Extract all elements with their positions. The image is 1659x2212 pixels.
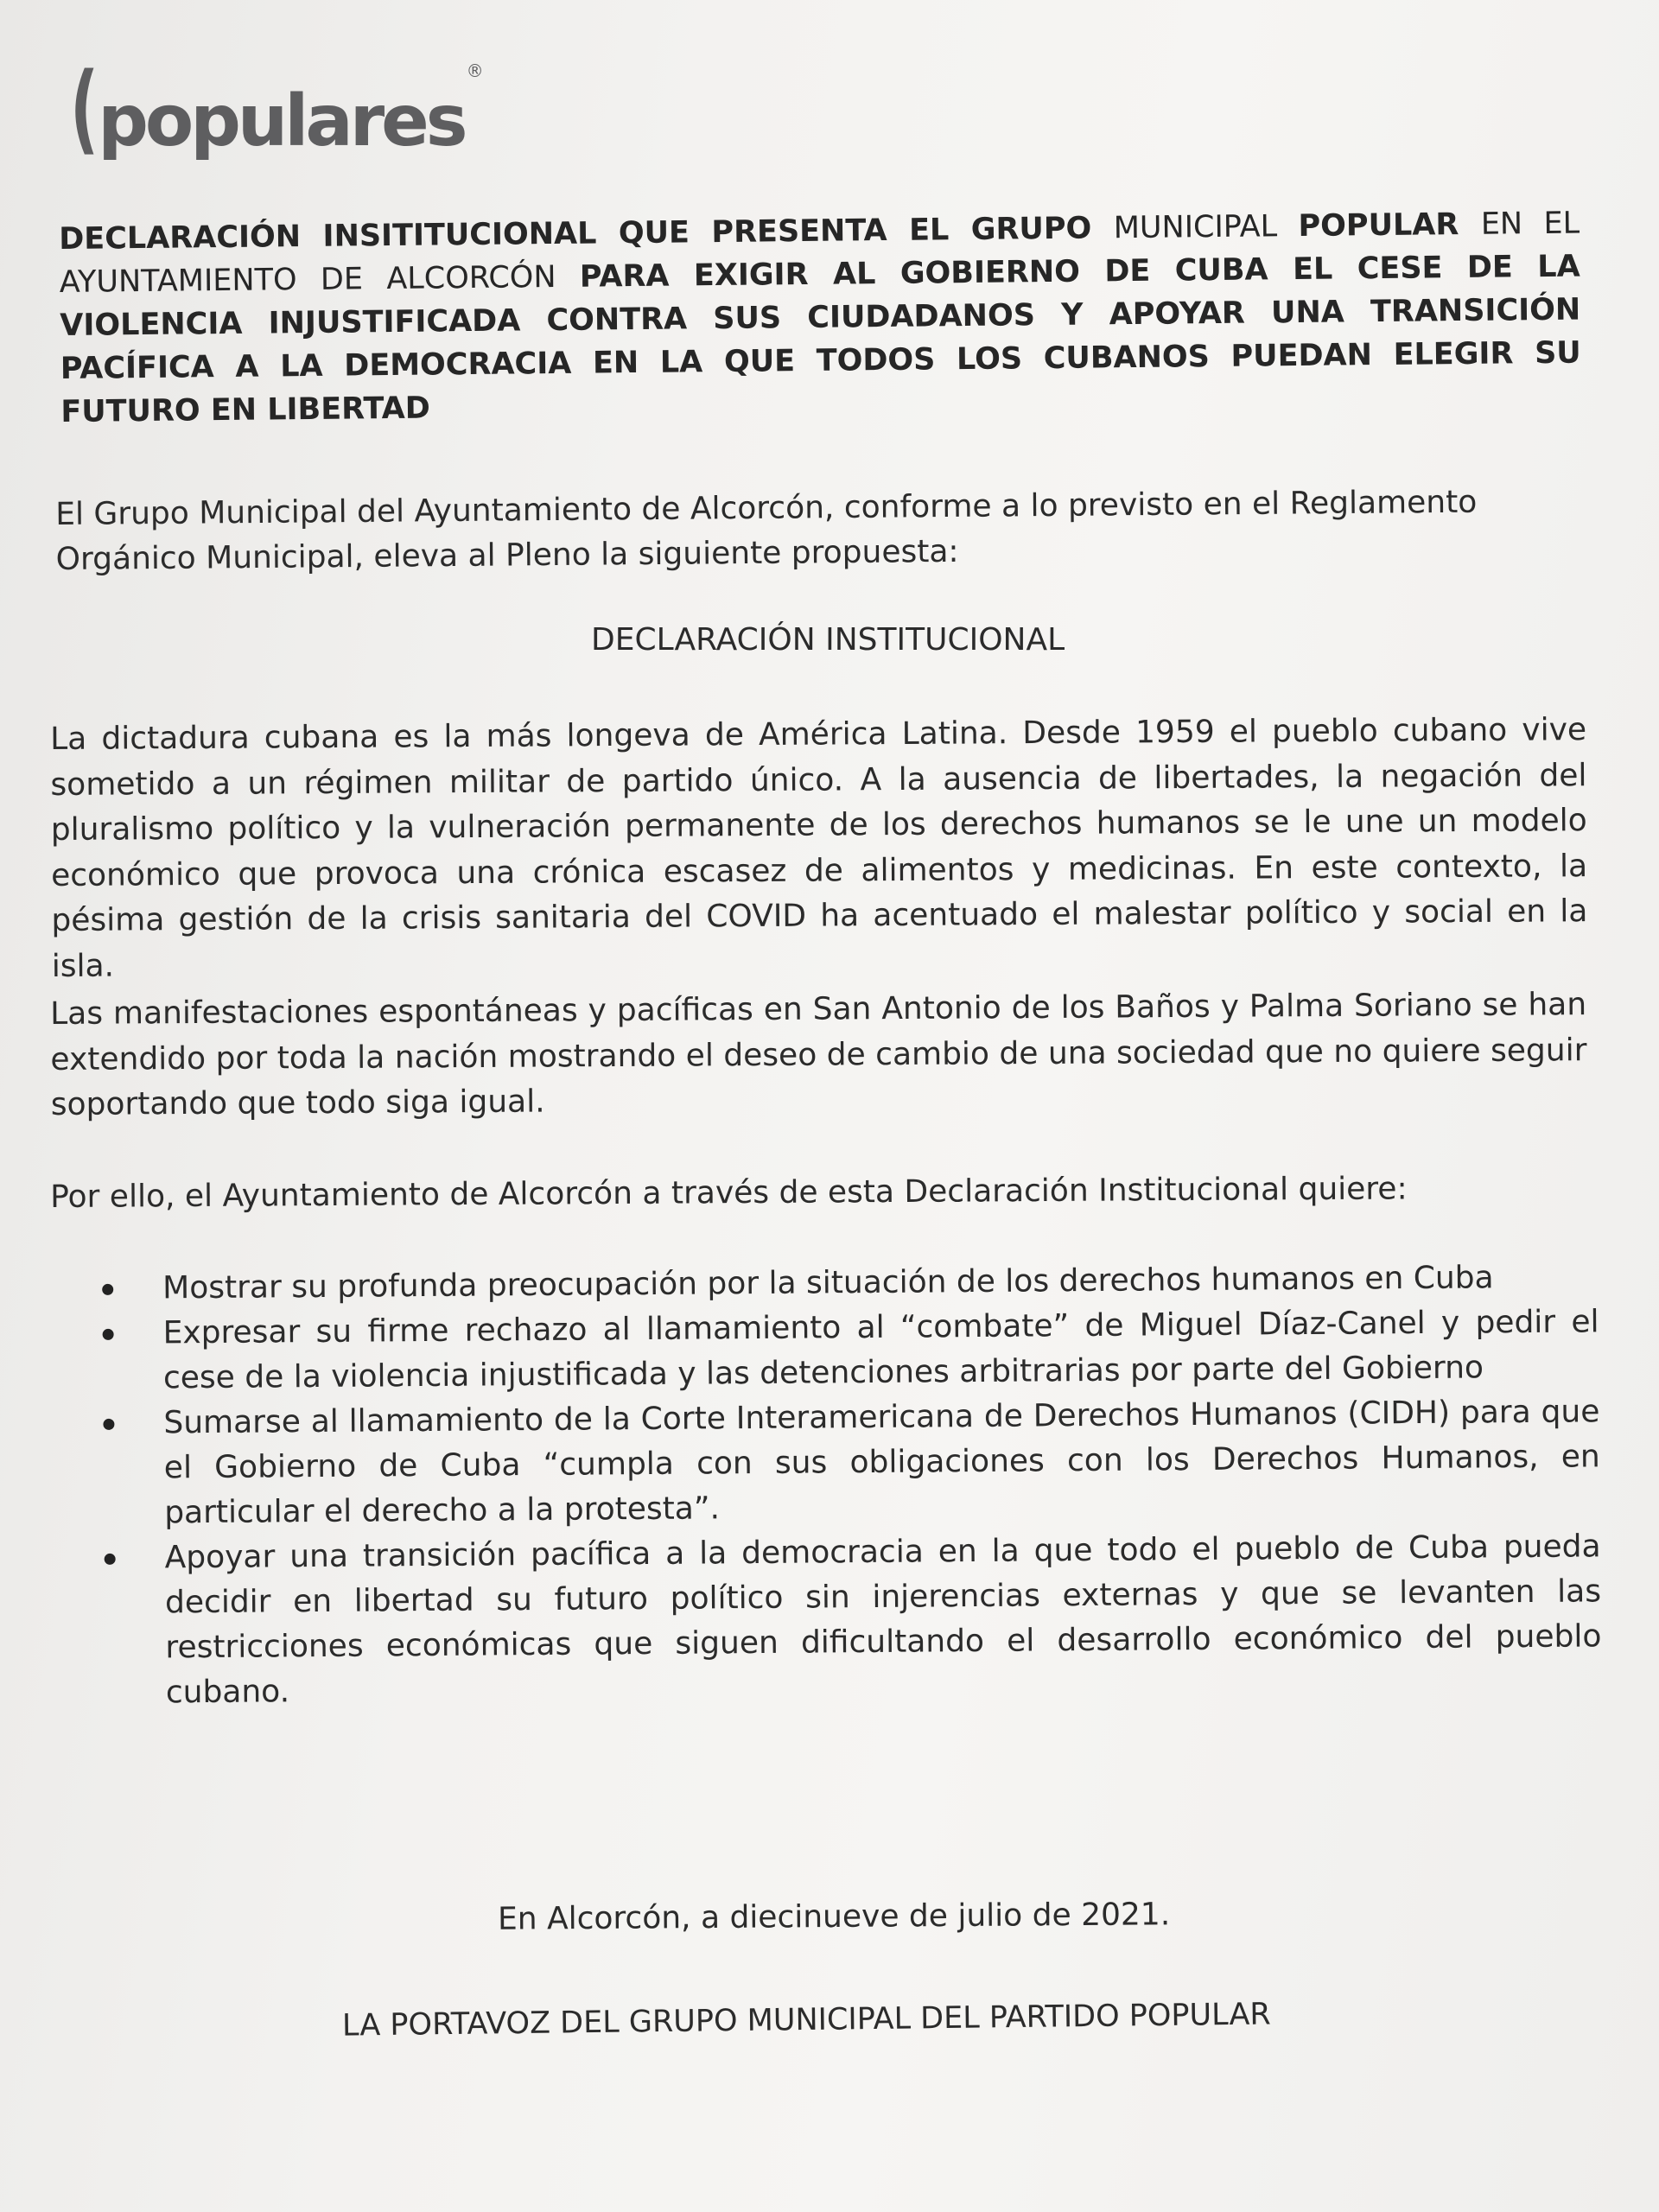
- list-item-text: Sumarse al llamamiento de la Corte Interamericana de Derechos Humanos (CIDH) para que el Gobierno de Cuba “cumpla con sus obligaciones con los Derechos Humanos, en particular el derecho a la protesta”.: [163, 1394, 1600, 1531]
- heading-part-4: EN EL AYUNTAMIENTO DE ALCORCÓN: [59, 206, 1580, 300]
- intro-paragraph: El Grupo Municipal del Ayuntamiento de Alcorcón, conforme a lo previsto en el Reglamento Orgánico Municipal, eleva al Pleno la siguiente propuesta:: [55, 484, 1478, 577]
- declaration-heading: [59, 202, 1582, 434]
- bullet-icon: [103, 1329, 114, 1340]
- logo-wordmark: populares: [98, 80, 465, 162]
- logo-paren: (: [69, 53, 99, 165]
- demands-list: [95, 1255, 1602, 1716]
- heading-part-5: PARA EXIGIR AL GOBIERNO DE CUBA EL CESE DE LA VIOLENCIA INJUSTIFICADA CONTRA SUS CIUDADANOS Y APOYAR UNA TRANSICIÓN PACÍFICA A LA DEMOCRACIA EN LA QUE TODOS LOS CUBANOS PUEDAN ELEGIR SU FUTURO EN LIBERTAD: [60, 249, 1581, 429]
- bullet-icon: [103, 1419, 114, 1430]
- body-paragraph: Por ello, el Ayuntamiento de Alcorcón a través de esta Declaración Institucional quiere:: [50, 1171, 1408, 1215]
- list-item-text: Expresar su firme rechazo al llamamiento al “combate” de Miguel Díaz-Canel y pedir el cese de la violencia injustificada y las detenciones arbitrarias por parte del Gobierno: [162, 1304, 1599, 1396]
- place-and-date: En Alcorcón, a diecinueve de julio de 2021.: [497, 1897, 1171, 1937]
- body-paragraph: Las manifestaciones espontáneas y pacíficas en San Antonio de los Baños y Palma Soriano se han extendido por toda la nación mostrando el deseo de cambio de una sociedad que no quiere seguir soportando que todo siga igual.: [50, 987, 1587, 1122]
- list-item: [96, 1389, 1600, 1536]
- list-item: [97, 1524, 1602, 1716]
- populares-logo: [62, 53, 484, 165]
- heading-part-3: POPULAR: [1298, 207, 1482, 244]
- list-item-text: Apoyar una transición pacífica a la democracia en la que todo el pueblo de Cuba pueda decidir en libertad su futuro político sin injerencias externas y que se levanten las restricciones económicas que siguen dificultando el desarrollo económico del pueblo cubano.: [164, 1529, 1602, 1711]
- list-item-text: Mostrar su profunda preocupación por la situación de los derechos humanos en Cuba: [162, 1260, 1494, 1306]
- signatory-title: LA PORTAVOZ DEL GRUPO MUNICIPAL DEL PARTIDO POPULAR: [341, 1997, 1271, 2044]
- list-item: [95, 1300, 1599, 1402]
- body-paragraph: La dictadura cubana es la más longeva de América Latina. Desde 1959 el pueblo cubano vive sometido a un régimen militar de partido único. A la ausencia de libertades, la negación del pluralismo político y la vulneración permanente de los derechos humanos se le une un modelo económico que provoca una crónica escasez de alimentos y medicinas. En este contexto, la pésima gestión de la crisis sanitaria del COVID ha acentuado el malestar político y social en la isla.: [50, 712, 1588, 984]
- registered-mark: ®: [466, 60, 484, 81]
- heading-part-1: DECLARACIÓN INSITITUCIONAL QUE PRESENTA EL GRUPO: [59, 211, 1114, 257]
- heading-part-2: MUNICIPAL: [1113, 208, 1299, 246]
- section-title: DECLARACIÓN INSTITUCIONAL: [591, 622, 1065, 658]
- bullet-icon: [105, 1554, 116, 1565]
- bullet-icon: [102, 1284, 113, 1295]
